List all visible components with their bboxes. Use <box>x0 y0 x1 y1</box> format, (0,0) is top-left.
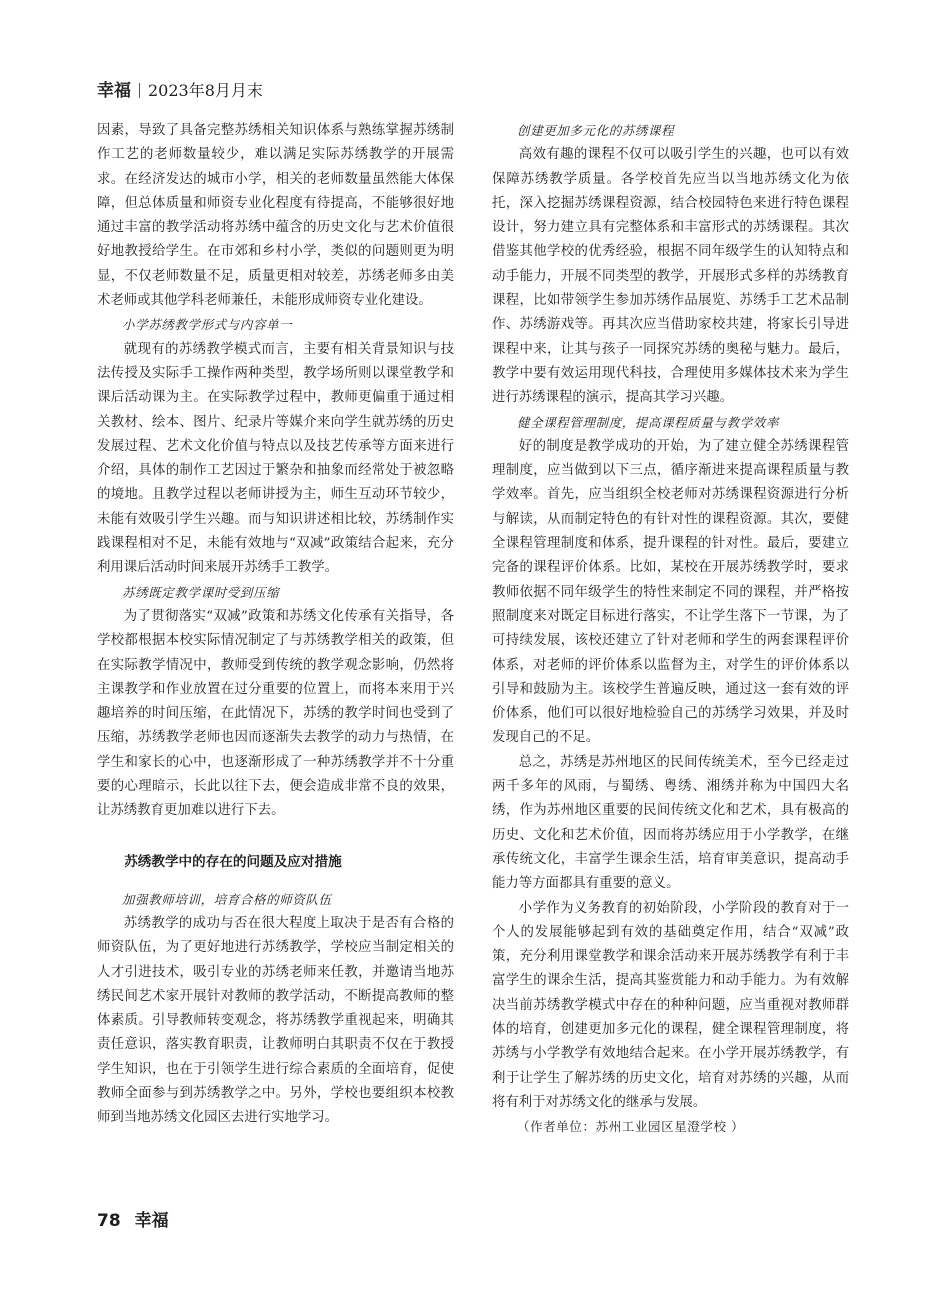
subsection-heading: 小学苏绣教学形式与内容单一 <box>122 317 293 333</box>
subsection-heading: 苏绣既定教学课时受到压缩 <box>122 584 280 600</box>
body-paragraph: 苏绣教学的成功与否在很大程度上取决于是否有合格的师资队伍，为了更好地进行苏绣教学，学校应当制定相关的人才引进技术，吸引专业的苏绣老师来任教，并邀请当地苏绣民间艺术家开展针对教师的教学活动，不断提高教师的整体素质。引导教师转变观念，将苏绣教学重视起来，明确其责任意识，落实教育职责，让教师明白其职责不仅在于教授学生知识，也在于引领学生进行综合素质的全面培育，促使教师全面参与到苏绣教学之中。另外，学校也要组织本校教师到当地苏绣文化园区去进行实地学习。 <box>97 915 454 1126</box>
left-column <box>97 119 454 1131</box>
subsection-heading: 创建更加多元化的苏绣课程 <box>517 123 675 138</box>
body-paragraph: 高效有趣的课程不仅可以吸引学生的兴趣，也可以有效保障苏绣教学质量。各学校首先应当以当地苏绣文化为依托，深入挖掘苏绣课程资源，结合校园特色来进行特色课程设计，努力建立具有完整体系和丰富形式的苏绣课程。其次借鉴其他学校的优秀经验，根据不同年级学生的认知特点和动手能力，开展不同类型的教学，开展形式多样的苏绣教育课程，比如带领学生参加苏绣作品展览、苏绣手工艺术品制作、苏绣游戏等。再其次应当借助家校共建，将家长引导进课程中来，让其与孩子一同探究苏绣的奥秘与魅力。最后，教学中要有效运用现代科技，合理使用多媒体技术来为学生进行苏绣课程的演示，提高其学习兴趣。 <box>492 147 849 406</box>
header-magazine-name: 幸福 <box>97 81 131 101</box>
body-paragraph: 就现有的苏绣教学模式而言，主要有相关背景知识与技法传授及实际手工操作两种类型，教学场所则以课堂教学和课后活动课为主。在实际教学过程中，教师更偏重于通过相关教材、绘本、图片、纪录片等媒介来向学生就苏绣的历史发展过程、艺术文化价值与特点以及技艺传承等方面来进行介绍，具体的制作工艺因过于繁杂和抽象而经常处于被忽略的境地。且教学过程以老师讲授为主，师生互动环节较少，未能有效吸引学生兴趣。而与知识讲述相比较，苏绣制作实践课程相对不足，未能有效地与“双减”政策结合起来，充分利用课后活动时间来展开苏绣手工教学。 <box>97 341 454 576</box>
header-divider <box>139 83 140 98</box>
header-issue-date: 2023年8月月末 <box>148 81 263 100</box>
body-paragraph: 为了贯彻落实“双减”政策和苏绣文化传承有关指导，各学校都根据本校实际情况制定了与苏绣教学相关的政策，但在实际教学情况中，教师受到传统的教学观念影响，仍然将主课教学和作业放置在过分重要的位置上，而将本来用于兴趣培养的时间压缩，在此情况下，苏绣的教学时间也受到了压缩，苏绣教学老师也因而逐渐失去教学的动力与热情，在学生和家长的心中，也逐渐形成了一种苏绣教学并不十分重要的心理暗示，长此以往下去，便会造成非常不良的效果，让苏绣教育更加难以进行下去。 <box>97 608 454 819</box>
footer-magazine-name: 幸福 <box>134 1211 169 1231</box>
body-paragraph: 因素，导致了具备完整苏绣相关知识体系与熟练掌握苏绣制作工艺的老师数量较少，难以满足实际苏绣教学的开展需求。在经济发达的城市小学，相关的老师数量虽然能大体保障，但总体质量和师资专业化程度有待提高，不能够很好地通过丰富的教学活动将苏绣中蕴含的历史文化与艺术价值很好地教授给学生。在市郊和乡村小学，类似的问题则更为明显，不仅老师数量不足，质量更相对较差，苏绣老师多由美术老师或其他学科老师兼任，未能形成师资专业化建设。 <box>97 123 454 309</box>
author-affiliation: （作者单位：苏州工业园区星澄学校 ） <box>517 1119 745 1135</box>
body-paragraph: 总之，苏绣是苏州地区的民间传统美术，至今已经走过两千多年的风雨，与蜀绣、粤绣、湘绣并称为中国四大名绣，作为苏州地区重要的民间传统文化和艺术，具有极高的历史、文化和艺术价值，因而将苏绣应用于小学教学，在继承传统文化，丰富学生课余生活，培育审美意识，提高动手能力等方面都具有重要的意义。 <box>492 754 849 892</box>
subsection-heading: 加强教师培训，培育合格的师资队伍 <box>122 891 332 907</box>
page-number: 78 <box>97 1211 121 1231</box>
body-paragraph: 好的制度是教学成功的开始，为了建立健全苏绣课程管理制度，应当做到以下三点，循序渐进来提高课程质量与教学效率。首先，应当组织全校老师对苏绣课程资源进行分析与解读，从而制定特色的有针对性的课程资源。其次，要健全课程管理制度和体系，提升课程的针对性。最后，要建立完备的课程评价体系。比如，某校在开展苏绣教学时，要求教师依据不同年级学生的特性来制定不同的课程，并严格按照制度来对既定目标进行落实，不让学生落下一节课，为了可持续发展，该校还建立了针对老师和学生的两套课程评价体系，对老师的评价体系以监督为主，对学生的评价体系以引导和鼓励为主。该校学生普遍反映，通过这一套有效的评价体系，他们可以很好地检验自己的苏绣学习效果，并及时发现自己的不足。 <box>492 438 849 746</box>
section-heading: 苏绣教学中的存在的问题及应对措施 <box>124 853 342 870</box>
subsection-heading: 健全课程管理制度，提高课程质量与教学效率 <box>517 414 780 430</box>
body-paragraph: 小学作为义务教育的初始阶段，小学阶段的教育对于一个人的发展能够起到有效的基础奠定作用，结合“双减”政策，充分利用课堂教学和课余活动来开展苏绣教学有利于丰富学生的课余生活，提高其鉴赏能力和动手能力。为有效解决当前苏绣教学模式中存在的种种问题，应当重视对教师群体的培育，创建更加多元化的课程，健全课程管理制度，将苏绣与小学教学有效地结合起来。在小学开展苏绣教学，有利于让学生了解苏绣的历史文化，培育对苏绣的兴趣，从而将有利于对苏绣文化的继承与发展。 <box>492 900 849 1110</box>
page-footer <box>97 1206 169 1231</box>
page-header <box>97 76 263 101</box>
right-column <box>492 119 849 1139</box>
